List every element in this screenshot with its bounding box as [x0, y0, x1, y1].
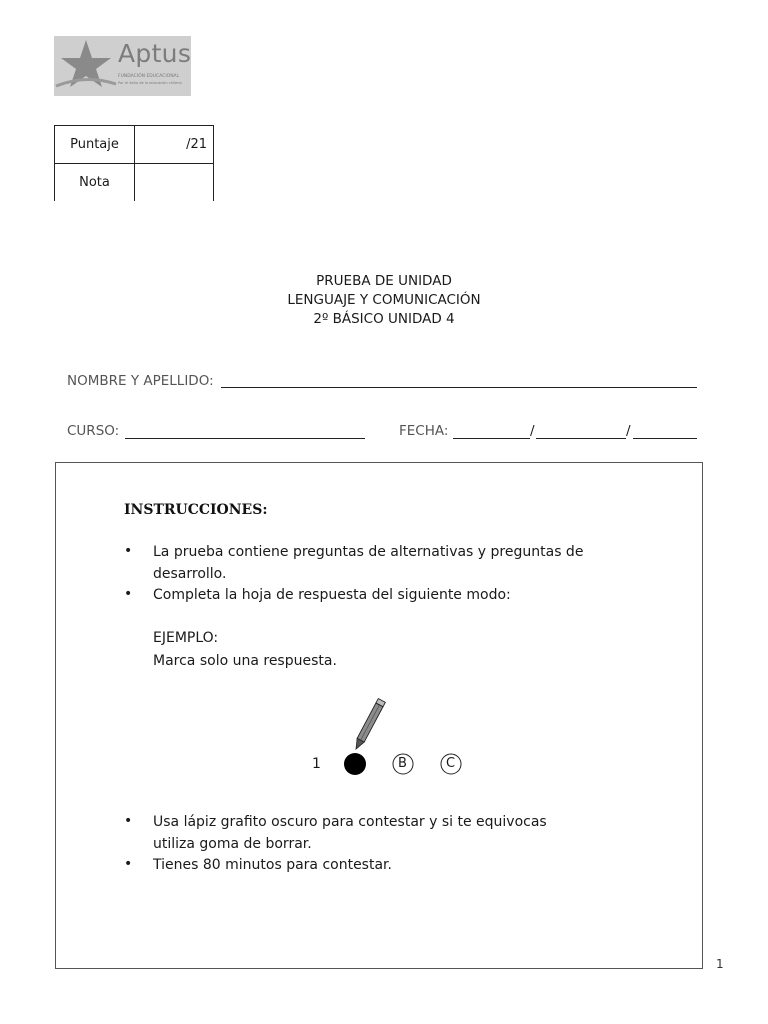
option-c-label: C	[446, 756, 456, 771]
instructions-heading: INSTRUCCIONES:	[124, 502, 268, 518]
score-row	[55, 126, 214, 164]
title-line-1: PRUEBA DE UNIDAD	[316, 273, 452, 289]
title-line-2: LENGUAJE Y COMUNICACIÓN	[287, 292, 481, 308]
date-separator: /	[626, 423, 631, 439]
score-table	[54, 125, 214, 201]
instruction-item-2: Completa la hoja de respuesta del siguiente modo:	[153, 587, 511, 603]
option-b-label: B	[398, 756, 407, 771]
name-label: NOMBRE Y APELLIDO:	[67, 373, 214, 389]
grade-row	[55, 164, 214, 202]
date-month-field[interactable]	[536, 438, 626, 439]
instruction-item-4: Tienes 80 minutos para contestar.	[153, 857, 392, 873]
instructions-box	[55, 462, 703, 969]
instruction-3-line-1: Usa lápiz grafito oscuro para contestar y si te equivocas	[153, 814, 547, 830]
bullet-marker: •	[124, 543, 133, 559]
course-field[interactable]	[125, 438, 365, 439]
logo-tagline: FUNDACIÓN EDUCACIONAL	[118, 74, 180, 79]
page-number: 1	[716, 957, 724, 971]
instruction-item-1	[153, 541, 583, 585]
bullet-marker: •	[124, 813, 133, 829]
date-year-field[interactable]	[633, 438, 697, 439]
title-line-3: 2º BÁSICO UNIDAD 4	[313, 311, 455, 327]
aptus-logo	[54, 36, 191, 96]
instruction-1-line-2: desarrollo.	[153, 566, 227, 582]
course-label: CURSO:	[67, 423, 120, 439]
example-question-number: 1	[312, 756, 321, 772]
instruction-3-line-2: utiliza goma de borrar.	[153, 836, 312, 852]
bullet-marker: •	[124, 586, 133, 602]
score-value: /21	[135, 126, 214, 164]
date-day-field[interactable]	[453, 438, 530, 439]
example-label: EJEMPLO:	[153, 630, 219, 646]
score-label: Puntaje	[55, 126, 135, 164]
grade-value	[135, 164, 214, 202]
logo-subtagline: Por el éxito de la educación chilena	[118, 81, 182, 85]
instruction-item-3	[153, 811, 547, 855]
date-separator: /	[530, 423, 535, 439]
date-label: FECHA:	[399, 423, 449, 439]
name-field[interactable]	[221, 387, 697, 388]
test-title-block	[0, 272, 768, 329]
logo-wordmark: Aptus	[118, 39, 191, 68]
instruction-1-line-1: La prueba contiene preguntas de alternativas y preguntas de	[153, 544, 584, 560]
bullet-marker: •	[124, 856, 133, 872]
example-text: Marca solo una respuesta.	[153, 653, 337, 669]
grade-label: Nota	[55, 164, 135, 202]
